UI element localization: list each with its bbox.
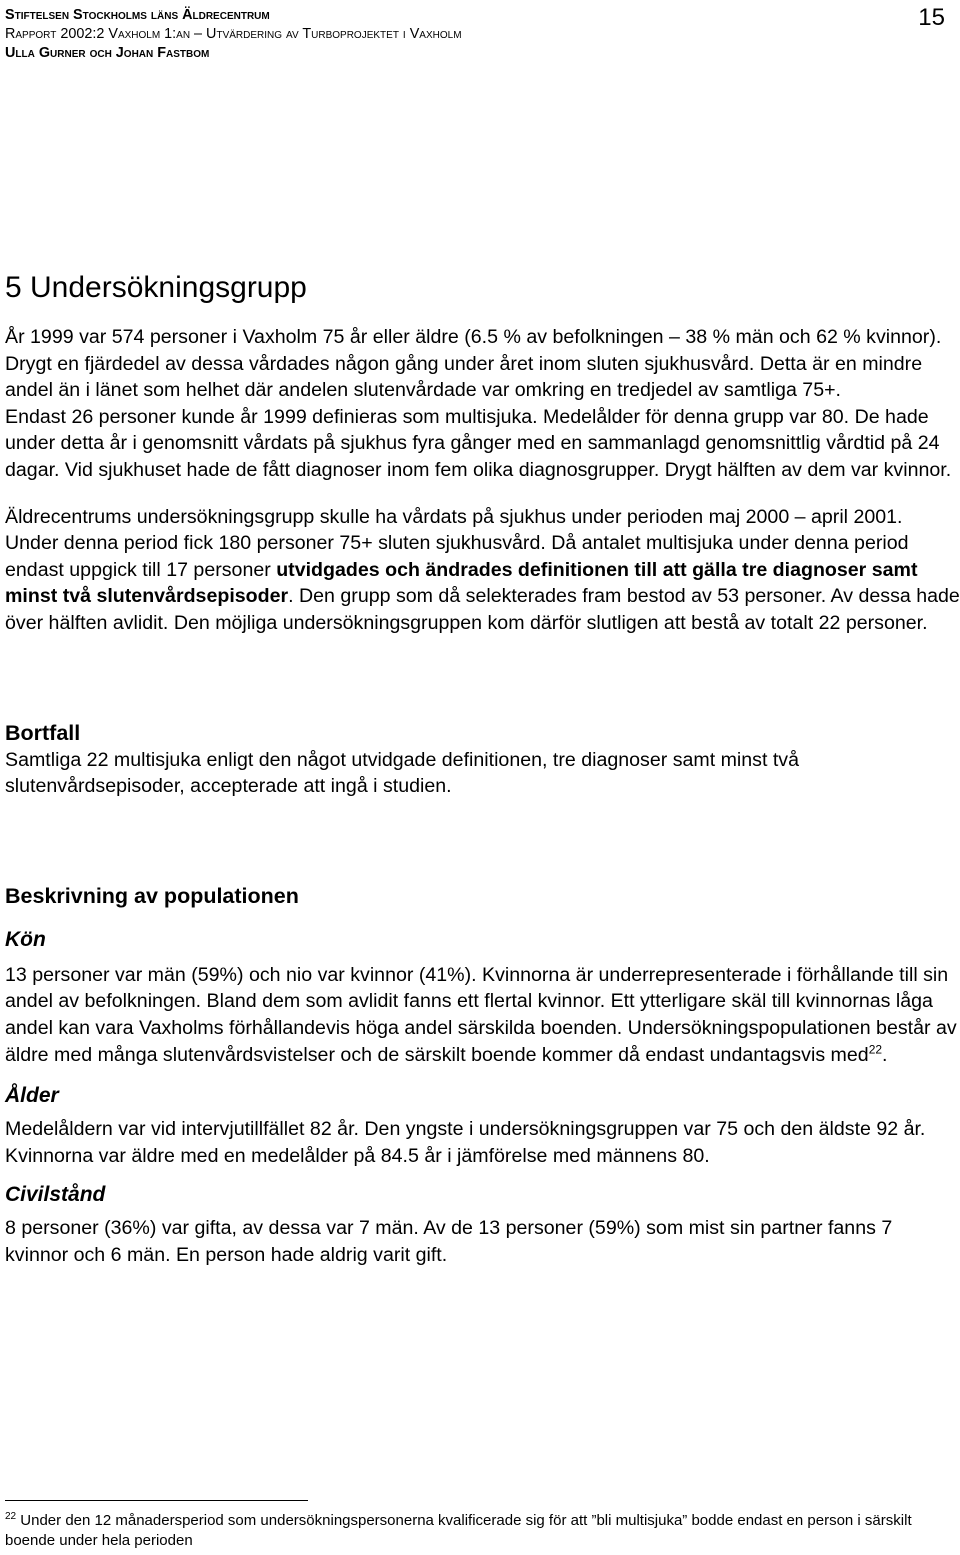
paragraph-intro: År 1999 var 574 personer i Vaxholm 75 år eller äldre (6.5 % av befolkningen – 38 % män och 62 % kvinnor). Drygt en fjärdedel av dessa vårdades någon gång under året inom sluten sjukhusvård. Detta är en mindre andel än i länet som helhet där andelen slutenvårdade var omkring en tredjedel av samtliga 75+.: [5, 326, 942, 402]
page-body: [5, 270, 960, 1268]
bortfall-heading: Bortfall: [5, 720, 81, 745]
footnote-divider: [5, 1500, 308, 1501]
bortfall-text: Samtliga 22 multisjuka enligt den något utvidgade definitionen, tre diagnoser samt minst två slutenvårdsepisoder, accepterade att ingå i studien.: [5, 748, 800, 798]
alder-heading: Ålder: [5, 1084, 59, 1108]
footnote: [5, 1511, 955, 1551]
kon-heading: Kön: [5, 927, 46, 951]
header-org: Stiftelsen Stockholms läns Äldrecentrum: [5, 7, 270, 23]
selection-text-a: Äldrecentrums undersökningsgrupp skulle ha vårdats på sjukhus under perioden maj 2000 – april 2001. Under denna period fick 180 personer 75+ sluten sjukhusvård. Då antalet multisjuka under denna period endast uppgick till 17 personer: [5, 505, 909, 581]
selection-text-b: . Den grupp som då selekterades fram bestod av 53 personer. Av dessa hade över hälften avlidit. Den möjliga undersökningsgruppen kom därför slutligen att bestå av totalt 22 personer.: [5, 585, 960, 634]
section-title: 5 Undersökningsgrupp: [5, 271, 307, 304]
civilstand-text: 8 personer (36%) var gifta, av dessa var 7 män. Av de 13 personer (59%) som mist sin partner fanns 7 kvinnor och 6 män. En person hade aldrig varit gift.: [5, 1217, 893, 1266]
alder-text: Medelåldern var vid intervjutillfället 82 år. Den yngste i undersökningsgruppen var 75 och den äldste 92 år. Kvinnorna var äldre med en medelålder på 84.5 år i jämförelse med männens 80.: [5, 1118, 926, 1167]
civilstand-heading: Civilstånd: [5, 1183, 106, 1207]
footnote-reference: 22: [868, 1041, 883, 1056]
running-header: [5, 6, 945, 63]
paragraph-multisjuka: Endast 26 personer kunde år 1999 definieras som multisjuka. Medelålder för denna grupp var 80. De hade under detta år i genomsnitt vårdats på sjukhus fyra gånger med en sammanlagd genomsnittlig vårdtid på 24 dagar. Vid sjukhuset hade de fått diagnoser inom fem olika diagnosgrupper. Drygt hälften av dem var kvinnor.: [5, 405, 952, 481]
footnote-number: 22: [5, 1511, 17, 1522]
paragraph-selection: [5, 504, 960, 637]
population-heading: Beskrivning av populationen: [5, 883, 299, 908]
page-number: 15: [918, 4, 945, 31]
header-authors: Ulla Gurner och Johan Fastbom: [5, 45, 210, 61]
header-report: Rapport 2002:2 Vaxholm 1:an – Utvärdering av Turboprojektet i Vaxholm: [5, 26, 462, 42]
kon-body: 13 personer var män (59%) och nio var kvinnor (41%). Kvinnorna är underrepresenterade i förhållande till sin andel av befolkningen. Bland dem som avlidit fanns ett flertal kvinnor. Ett ytterligare skäl till kvinnornas låga andel kan vara Vaxholms förhållandevis höga andel särskilda boenden. Undersökningspopulationen består av äldre med många slutenvårdsvistelser och de särskilt boende kommer då endast undantagsvis med: [5, 963, 957, 1066]
kon-text: [5, 962, 960, 1068]
selection-text-bold: utvidgades och ändrades definitionen till att gälla tre diagnoser samt minst två slutenvårdsepisoder: [5, 558, 918, 608]
footnote-text: Under den 12 månadersperiod som undersökningspersonerna kvalificerade sig för att ”bli multisjuka” bodde endast en person i särskilt boende under hela perioden: [5, 1512, 912, 1549]
kon-end: .: [882, 1043, 888, 1066]
